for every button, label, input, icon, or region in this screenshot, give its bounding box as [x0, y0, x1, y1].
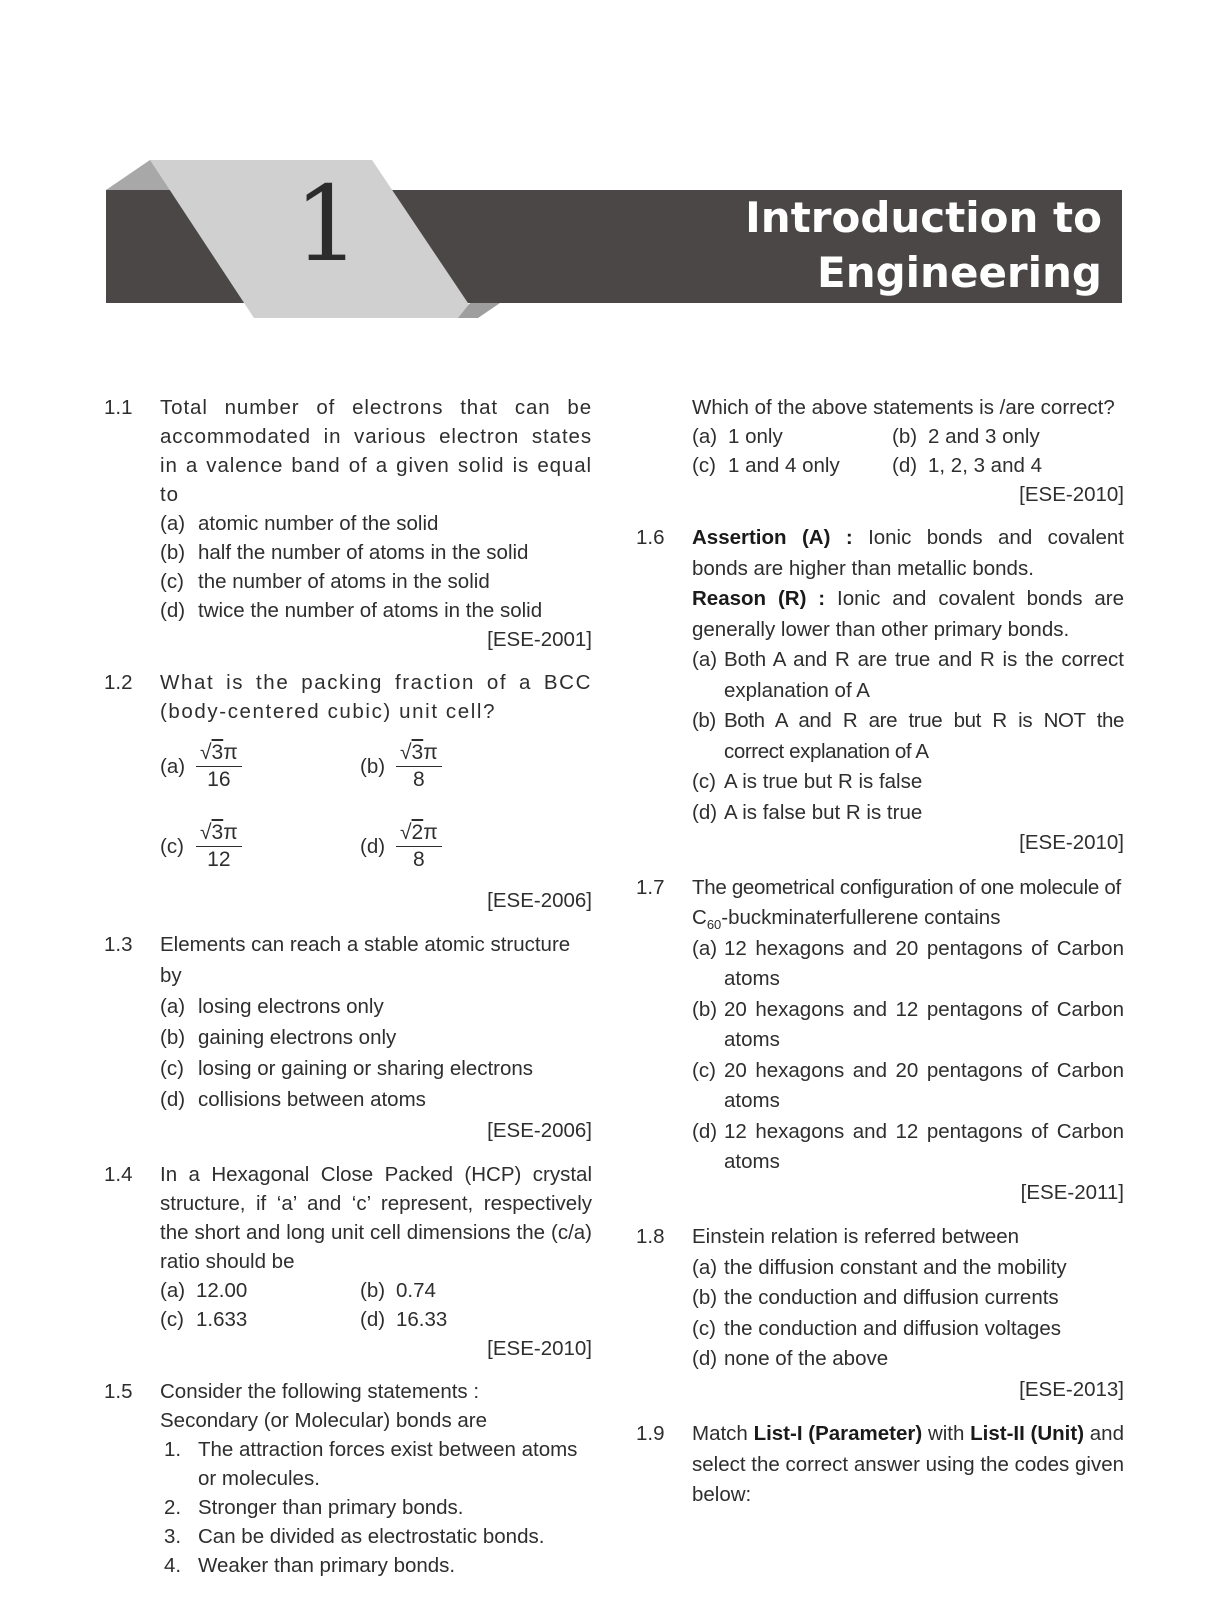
- question-text: The geometrical configuration of one molecule of: [692, 875, 1121, 899]
- option-b: (b) 2 and 3 only: [892, 425, 1040, 448]
- option-d: (d) 16.33: [360, 1308, 448, 1331]
- option-c: (c) losing or gaining or sharing electrons: [160, 1057, 534, 1080]
- option-b: (b) gaining electrons only: [160, 1026, 397, 1049]
- question-1-5: [104, 1377, 592, 1580]
- option-a: (a) 12 hexagons and 20 pentagons of Carbon atoms: [692, 936, 1124, 990]
- option-c: (c) 1.633: [160, 1308, 248, 1331]
- fraction: $\frac{√3\pi}{16}$: [196, 740, 242, 793]
- question-1-5-continued: [636, 393, 1124, 509]
- question-number: 1.4: [104, 1163, 133, 1186]
- question-text: Total number of electrons that can be accommodated in various electron states in a valence band of a given solid is equal to: [160, 396, 592, 506]
- statement-4: 4. Weaker than primary bonds.: [164, 1554, 456, 1577]
- question-number: 1.1: [104, 396, 133, 419]
- option-a: (a) 1 only: [692, 425, 783, 448]
- option-b: (b) Both A and R are true but R is NOT the correct explanation of A: [692, 709, 1124, 763]
- option-d: (d) none of the above: [692, 1347, 889, 1370]
- option-b: (b) 0.74: [360, 1279, 436, 1302]
- assertion-label: Assertion (A) :: [692, 526, 853, 549]
- question-number: 1.2: [104, 671, 133, 694]
- option-d: (d) $\frac{√2\pi}{8}$: [360, 820, 560, 873]
- chapter-header: [0, 0, 1214, 352]
- question-number: 1.8: [636, 1225, 665, 1248]
- question-1-2: [104, 668, 592, 915]
- question-1-9: [636, 1419, 1124, 1511]
- exam-source: [ESE-2011]: [1020, 1180, 1124, 1204]
- chapter-title: [462, 190, 1102, 355]
- option-a: (a) losing electrons only: [160, 995, 384, 1018]
- question-number: 1.3: [104, 933, 133, 956]
- question-text: Consider the following statements :: [160, 1380, 480, 1403]
- option-c: (c) the number of atoms in the solid: [160, 570, 490, 593]
- option-c: (c) A is true but R is false: [692, 770, 923, 793]
- question-text: What is the packing fraction of a BCC (body-centered cubic) unit cell?: [160, 671, 592, 723]
- option-c: (c) 20 hexagons and 20 pentagons of Carbon atoms: [692, 1058, 1124, 1112]
- question-text: Elements can reach a stable atomic structure by: [160, 933, 571, 987]
- question-number: 1.5: [104, 1380, 133, 1403]
- exam-source: [ESE-2010]: [1019, 831, 1124, 854]
- statement-1: 1. The attraction forces exist between atoms or molecules.: [164, 1438, 578, 1490]
- option-a: (a) atomic number of the solid: [160, 512, 439, 535]
- question-1-4: [104, 1160, 592, 1363]
- option-b: (b) the conduction and diffusion currents: [692, 1286, 1059, 1309]
- reason-label: Reason (R) :: [692, 587, 826, 610]
- right-column: [636, 393, 1124, 1511]
- question-prompt: Which of the above statements is /are correct?: [692, 396, 1115, 419]
- question-number: 1.9: [636, 1422, 665, 1445]
- question-1-6: [636, 523, 1124, 859]
- option-c: (c) $\frac{√3\pi}{12}$: [160, 820, 360, 873]
- statement-2: 2. Stronger than primary bonds.: [164, 1496, 464, 1519]
- option-d: (d) collisions between atoms: [160, 1088, 426, 1111]
- question-text: Match List-I (Parameter) with List-II (Unit) and select the correct answer using the codes given below:: [692, 1422, 1124, 1506]
- option-row: [160, 1305, 592, 1334]
- option-b: (b) half the number of atoms in the solid: [160, 541, 529, 564]
- option-a: (a) 12.00: [160, 1279, 248, 1302]
- option-a: (a) Both A and R are true and R is the correct explanation of A: [692, 648, 1124, 702]
- option-d: (d) 1, 2, 3 and 4: [892, 454, 1042, 477]
- question-1-3: [104, 929, 592, 1146]
- chapter-title-line1: Introduction to Engineering: [745, 193, 1102, 297]
- left-column: [104, 393, 592, 1580]
- option-d: (d) 12 hexagons and 12 pentagons of Carbon atoms: [692, 1119, 1124, 1173]
- reason: Reason (R) : Ionic and covalent bonds are generally lower than other primary bonds.: [692, 587, 1124, 641]
- question-number: 1.6: [636, 526, 665, 549]
- fraction: $\frac{√3\pi}{8}$: [396, 740, 442, 793]
- option-b: (b) $\frac{√3\pi}{8}$: [360, 740, 560, 793]
- question-number: 1.7: [636, 875, 665, 899]
- exam-source: [ESE-2006]: [487, 1119, 592, 1142]
- question-1-7: [636, 873, 1124, 1209]
- fraction: $\frac{√2\pi}{8}$: [396, 820, 442, 873]
- list-1-label: List-I (Parameter): [753, 1422, 923, 1445]
- option-row: [692, 451, 1124, 480]
- question-text: In a Hexagonal Close Packed (HCP) crystal structure, if ‘a’ and ‘c’ represent, respectively the short and long unit cell dimensions the (c/a) ratio should be: [160, 1163, 592, 1273]
- question-text: Einstein relation is referred between: [692, 1225, 1020, 1248]
- fraction: $\frac{√3\pi}{12}$: [196, 820, 242, 873]
- question-1-1: [104, 393, 592, 654]
- question-subtext: Secondary (or Molecular) bonds are: [160, 1409, 488, 1432]
- exam-source: [ESE-2001]: [487, 628, 592, 651]
- option-row: [160, 726, 592, 806]
- list-2-label: List-II (Unit): [970, 1422, 1085, 1445]
- option-a: (a) $\frac{√3\pi}{16}$: [160, 740, 360, 793]
- exam-source: [ESE-2013]: [1019, 1377, 1124, 1401]
- option-c: (c) 1 and 4 only: [692, 454, 840, 477]
- option-row: [160, 1276, 592, 1305]
- option-b: (b) 20 hexagons and 12 pentagons of Carbon atoms: [692, 997, 1124, 1051]
- question-1-8: [636, 1222, 1124, 1405]
- option-row: [692, 422, 1124, 451]
- statement-3: 3. Can be divided as electrostatic bonds.: [164, 1525, 545, 1548]
- chapter-number: 1: [293, 163, 361, 285]
- option-row: [160, 806, 592, 886]
- option-d: (d) A is false but R is true: [692, 800, 923, 824]
- exam-source: [ESE-2010]: [1019, 483, 1124, 506]
- chapter-title-line2: Materials: [880, 303, 1102, 352]
- option-c: (c) the conduction and diffusion voltages: [692, 1316, 1061, 1340]
- option-a: (a) the diffusion constant and the mobility: [692, 1255, 1067, 1279]
- chemical-formula: $C_{60}$-buckminaterfullerene contains: [692, 906, 1001, 932]
- assertion: Assertion (A) : Ionic bonds and covalent bonds are higher than metallic bonds.: [692, 526, 1124, 580]
- exam-source: [ESE-2010]: [487, 1337, 592, 1360]
- option-d: (d) twice the number of atoms in the solid: [160, 599, 543, 622]
- exam-source: [ESE-2006]: [487, 889, 592, 912]
